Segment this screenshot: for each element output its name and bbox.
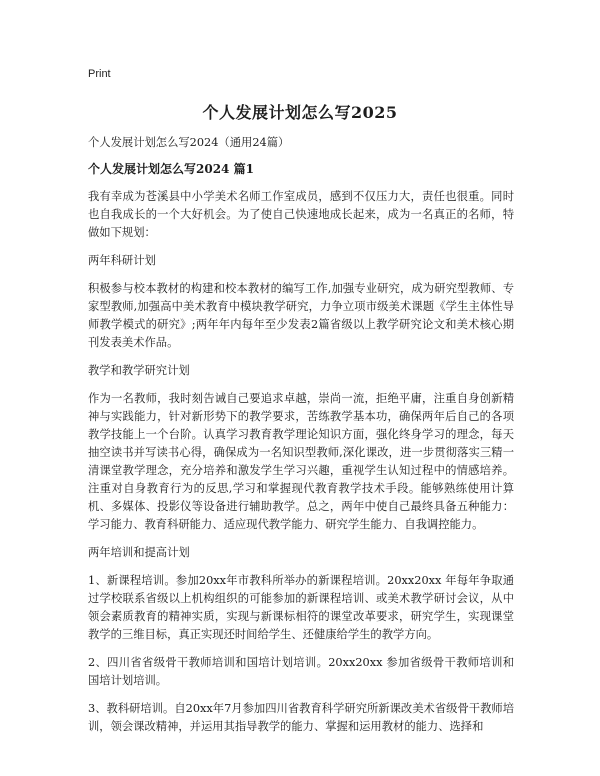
document-body [88, 134, 514, 746]
plan1-paragraph: 积极参与校本教材的构建和校本教材的编写工作,加强专业研究，成为研究型教师、专家型教师,加强高中美术教育中模块教学研究，力争立项市级美术课题《学生主体性导师教学模式的研究》;两年年内每年至少发表2篇省级以上教学研究论文和美术核心期刊发表美术作品。 [88, 282, 514, 349]
training-item-2: 2、四川省省级骨干教师培训和国培计划培训。20xx20xx 参加省级骨干教师培训和国培计划培训。 [88, 656, 514, 687]
plan2-heading: 教学和教学研究计划 [88, 364, 190, 377]
document-subtitle: 个人发展计划怎么写2024（通用24篇） [88, 136, 290, 149]
plan3-heading: 两年培训和提高计划 [88, 546, 190, 559]
document-title: 个人发展计划怎么写2025 [202, 103, 398, 122]
plan1-heading: 两年科研计划 [88, 254, 156, 267]
section-heading: 个人发展计划怎么写2024 篇1 [88, 162, 254, 176]
training-item-3: 3、教科研培训。自20xx年7月参加四川省教育科学研究所新课改美术省级骨干教师培训，领会课改精神，并运用其指导教学的能力、掌握和运用教材的能力、选择和 [88, 702, 514, 733]
plan2-paragraph: 作为一名教师，我时刻告诫自己要追求卓越，崇尚一流，拒绝平庸，注重自身创新精神与实践能力，针对新形势下的教学要求，苦练教学基本功，确保两年后自己的各项教学技能上一个台阶。认真学习教育教学理论知识方面，强化终身学习的理念，每天抽空读书并写读书心得，确保成为一名知识型教师,深化课改，进一步贯彻落实三精一清课堂教学理念，充分培养和激发学生学习兴趣，重视学生认知过程中的情感培养。注重对自身教育行为的反思,学习和掌握现代教育教学技术手段。能够熟练使用计算机、多媒体、投影仪等设备进行辅助教学。总之，两年中使自己最终具备五种能力：学习能力、教育科研能力、适应现代教学能力、研究学生能力、自我调控能力。 [88, 392, 514, 531]
intro-paragraph: 我有幸成为苍溪县中小学美术名师工作室成员，感到不仅压力大，责任也很重。同时也自我成长的一个大好机会。为了使自己快速地成长起来，成为一名真正的名师，特做如下规划： [88, 190, 514, 239]
training-item-1: 1、新课程培训。参加20xx年市教科所举办的新课程培训。20xx20xx 年每年争取通过学校联系省级以上机构组织的可能参加的新课程培训、或美术教学研讨会议，从中领会素质教育的精神实质，实现与新课标相符的课堂改革要求，研究学生，实现课堂教学的三维目标，真正实现还时间给学生、还健康给学生的教学方向。 [88, 574, 514, 641]
print-label[interactable]: Print [88, 68, 111, 80]
